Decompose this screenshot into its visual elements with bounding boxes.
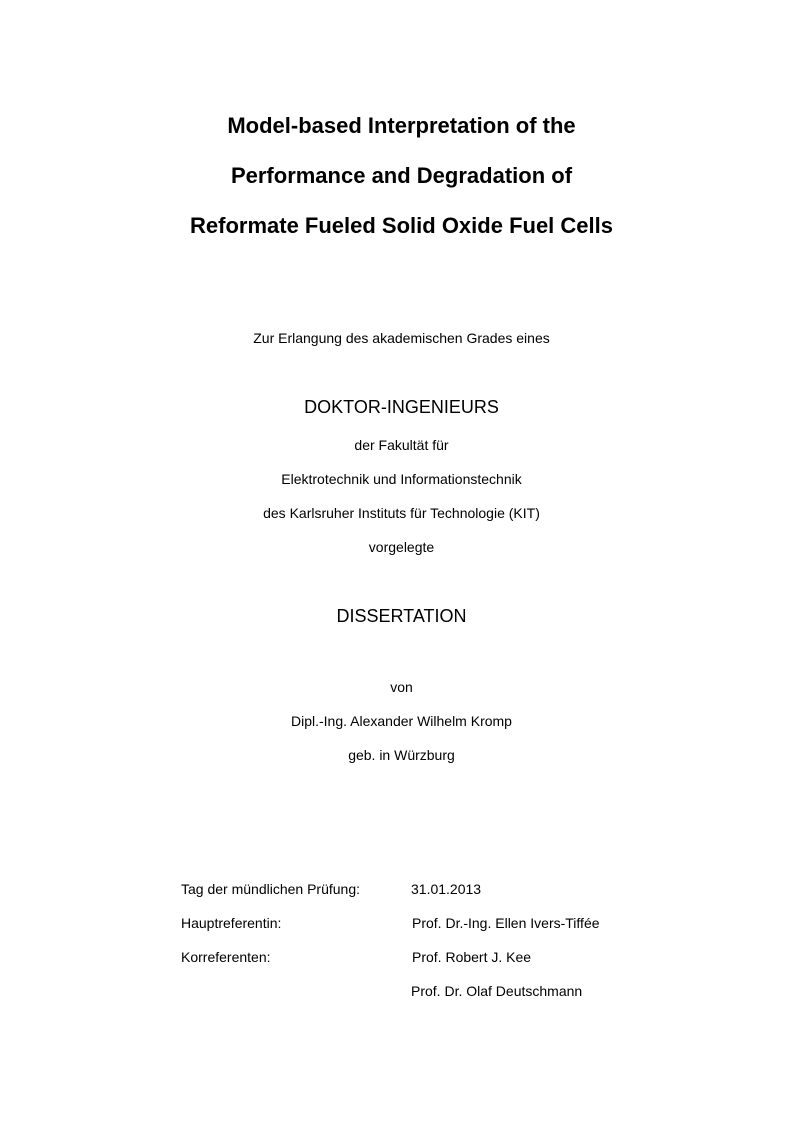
title-line-3: Reformate Fueled Solid Oxide Fuel Cells [190, 213, 613, 238]
author-birthplace: geb. in Würzburg [348, 747, 455, 763]
degree-intro: Zur Erlangung des akademischen Grades eines [253, 330, 550, 346]
document-type: DISSERTATION [336, 606, 467, 626]
co-referees-label: Korreferenten: [181, 949, 271, 965]
main-referee-value: Prof. Dr.-Ing. Ellen Ivers-Tiffée [412, 915, 600, 931]
exam-date-value: 31.01.2013 [411, 881, 482, 897]
co-referee-1: Prof. Robert J. Kee [412, 949, 532, 965]
author-name: Dipl.-Ing. Alexander Wilhelm Kromp [291, 713, 512, 729]
faculty-prefix: der Fakultät für [354, 437, 449, 453]
exam-date-label: Tag der mündlichen Prüfung: [181, 881, 360, 897]
title-line-2: Performance and Degradation of [230, 163, 573, 188]
main-referee-label: Hauptreferentin: [181, 915, 282, 931]
degree-name: DOKTOR-INGENIEURS [304, 397, 499, 417]
institution: des Karlsruher Instituts für Technologie (KIT) [263, 505, 540, 521]
submitted-label: vorgelegte [368, 539, 435, 555]
co-referee-2: Prof. Dr. Olaf Deutschmann [411, 983, 583, 999]
title-line-1: Model-based Interpretation of the [227, 113, 576, 138]
faculty-name: Elektrotechnik und Informationstechnik [281, 471, 522, 487]
author-by: von [390, 679, 413, 695]
